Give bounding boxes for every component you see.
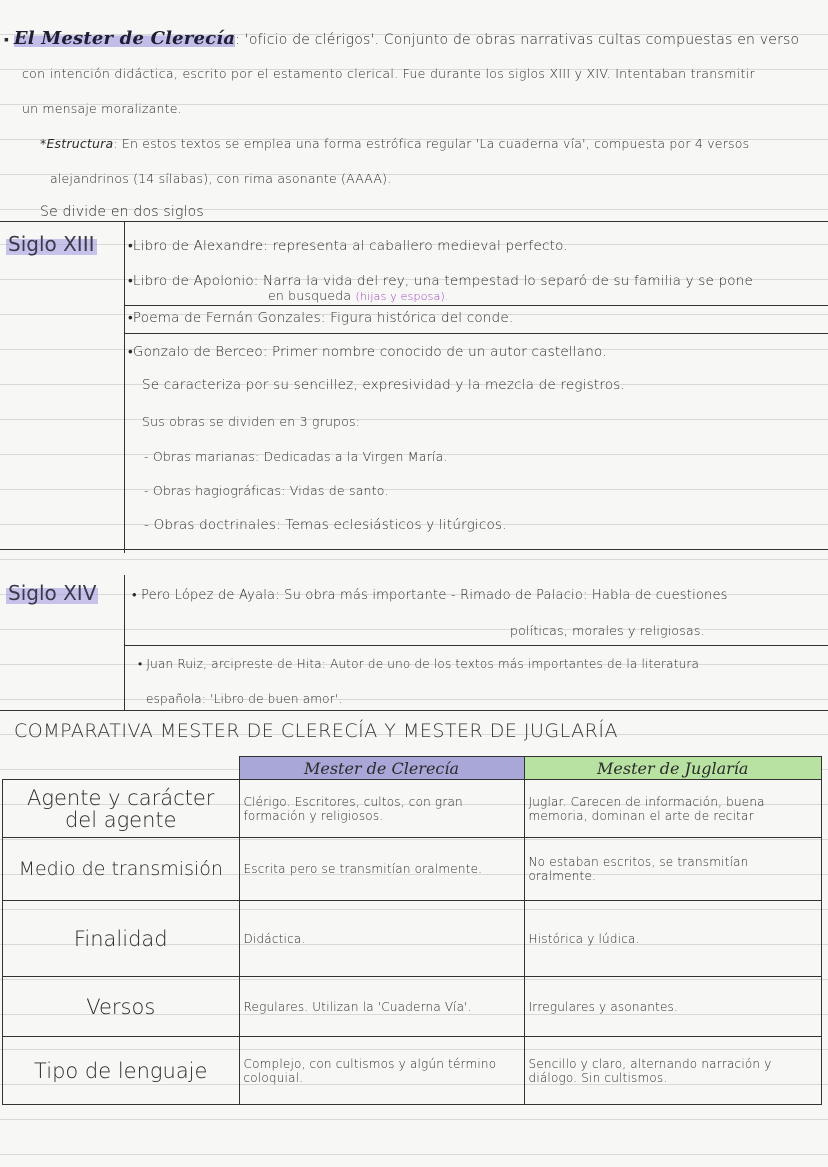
berceo-line-3: - Obras marianas: Dedicadas a la Virgen María. (144, 449, 448, 464)
table-row (3, 838, 822, 901)
cell-juglaria: Irregulares y asonantes. (524, 977, 822, 1037)
estructura-label: *Estructura (40, 136, 114, 151)
apolonio-note: (hijas y esposa). (355, 290, 449, 303)
siglo-xiii-label (6, 232, 97, 256)
estructura-line-2: alejandrinos (14 sílabas), con rima asonante (AAAA). (50, 171, 392, 186)
comparativa-title: COMPARATIVA MESTER DE CLERECÍA Y MESTER DE JUGLARÍA (14, 720, 618, 742)
column-divider-2 (124, 575, 125, 710)
cell-juglaria: Histórica y lúdica. (524, 901, 822, 977)
table-row (3, 977, 822, 1037)
divider-pero (124, 645, 828, 646)
intro-line-1 (4, 28, 799, 49)
cell-clerecia: Regulares. Utilizan la 'Cuaderna Vía'. (239, 977, 524, 1037)
item-juan-ruiz-cont: española: 'Libro de buen amor'. (146, 692, 343, 706)
divider-fernan (124, 333, 828, 334)
item-juan-ruiz: • Juan Ruiz, arcipreste de Hita: Autor de uno de los textos más importantes de la literatura (138, 657, 700, 671)
intro-line-2: con intención didáctica, escrito por el estamento clerical. Fue durante los siglos XIII y XIV. Intentaban transmitir (22, 66, 755, 81)
siglo-xiv-text: Siglo XIV (8, 581, 97, 605)
item-pero-lopez: • Pero López de Ayala: Su obra más importante - Rimado de Palacio: Habla de cuestiones (132, 588, 728, 603)
siglo-xiii-text: Siglo XIII (8, 232, 95, 256)
item-apolonio: •Libro de Apolonio: Narra la vida del rey, una tempestad lo separó de su familia y se pone (128, 273, 753, 289)
divider-apolonio (124, 305, 828, 306)
divider-end-14 (0, 710, 828, 711)
item-alexandre: •Libro de Alexandre: representa al caballero medieval perfecto. (128, 238, 568, 254)
table-row (3, 780, 822, 838)
bullet-icon: ▪ (4, 32, 10, 48)
estructura-line-1 (40, 136, 749, 151)
section-title: El Mester de Clerecía (13, 28, 236, 49)
divider-end-13 (0, 549, 828, 550)
cell-juglaria: No estaban escritos, se transmitían oralmente. (524, 838, 822, 901)
cell-clerecia: Complejo, con cultismos y algún término coloquial. (239, 1037, 524, 1105)
item-apolonio-cont (268, 288, 449, 303)
item-berceo: •Gonzalo de Berceo: Primer nombre conocido de un autor castellano. (128, 344, 607, 360)
row-label: Versos (3, 977, 240, 1037)
cell-clerecia: Escrita pero se transmitían oralmente. (239, 838, 524, 901)
siglo-xiv-label (6, 581, 98, 605)
estructura-text: : En estos textos se emplea una forma estrófica regular 'La cuaderna vía', compuesta por 4 versos (113, 136, 750, 151)
intro-line-3: un mensaje moralizante. (22, 101, 182, 116)
cell-juglaria: Sencillo y claro, alternando narración y diálogo. Sin cultismos. (524, 1037, 822, 1105)
cell-clerecia: Didáctica. (239, 901, 524, 977)
comparison-table (2, 756, 822, 1105)
berceo-line-2: Sus obras se dividen en 3 grupos: (142, 414, 361, 429)
cell-juglaria: Juglar. Carecen de información, buena memoria, dominan el arte de recitar (524, 780, 822, 838)
item-pero-lopez-cont: políticas, morales y religiosas. (510, 623, 705, 638)
cell-clerecia: Clérigo. Escritores, cultos, con gran formación y religiosos. (239, 780, 524, 838)
berceo-line-1: Se caracteriza por su sencillez, expresividad y la mezcla de registros. (142, 377, 625, 393)
berceo-line-4: - Obras hagiográficas: Vidas de santo. (144, 483, 389, 498)
intro-text-1: : 'oficio de clérigos'. Conjunto de obras narrativas cultas compuestas en verso (235, 32, 800, 48)
table-header-row (3, 757, 822, 780)
table-row (3, 1037, 822, 1105)
row-label: Tipo de lenguaje (3, 1037, 240, 1105)
col-header-juglaria: Mester de Juglaría (524, 757, 822, 780)
column-divider-1 (124, 221, 125, 553)
table-corner (3, 757, 240, 780)
col-header-clerecia: Mester de Clerecía (239, 757, 524, 780)
row-label: Agente y carácter del agente (3, 780, 240, 838)
row-label: Medio de transmisión (3, 838, 240, 901)
divide-line: Se divide en dos siglos (40, 204, 204, 220)
berceo-line-5: - Obras doctrinales: Temas eclesiásticos y litúrgicos. (144, 517, 507, 533)
row-label: Finalidad (3, 901, 240, 977)
item-fernan: •Poema de Fernán Gonzales: Figura histórica del conde. (128, 310, 514, 326)
apolonio-cont-text: en busqueda (268, 288, 352, 303)
table-row (3, 901, 822, 977)
